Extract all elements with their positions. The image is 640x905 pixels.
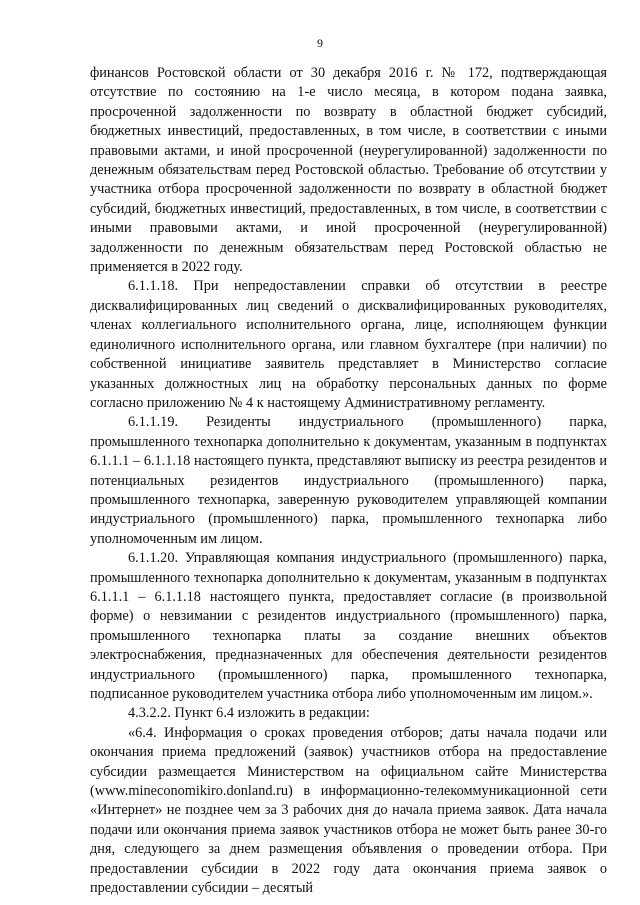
paragraph-4-3-2-2: 4.3.2.2. Пункт 6.4 изложить в редакции:: [128, 705, 370, 722]
paragraph-6-1-1-19: 6.1.1.19. Резиденты индустриального (промышленного) парка, промышленного технопарка дополнительно к документам, указанным в подпунктах 6.1.1.1 – 6.1.1.18 настоящего пункта, представляют выписку из реестра резидентов и потенциальных резидентов индустриального (промышленного) парка, промышленного технопарка, заверенную руководителем управляющей компании индустриального (промышленного) парка, промышленного технопарка либо уполномоченным им лицом.: [90, 414, 607, 547]
paragraph-6-1-1-18: 6.1.1.18. При непредоставлении справки об отсутствии в реестре дисквалифицированных лиц сведений о дисквалифицированных руководителях, членах коллегиального исполнительного органа, лице, исполняющем функции единоличного исполнительного органа, или главном бухгалтере (при наличии) по собственной инициативе заявитель представляет в Министерство согласие указанных должностных лиц на обработку персональных данных по форме согласно приложению № 4 к настоящему Административному регламенту.: [90, 278, 607, 411]
page-number: 9: [317, 36, 323, 50]
paragraph-6-1-1-20: 6.1.1.20. Управляющая компания индустриального (промышленного) парка, промышленного технопарка дополнительно к документам, указанным в подпунктах 6.1.1.1 – 6.1.1.18 настоящего пункта, предоставляет согласие (в произвольной форме) о невзимании с резидентов индустриального (промышленного) парка, промышленного технопарка платы за создание внешних объектов электроснабжения, предназначенных для обеспечения деятельности резидентов индустриального (промышленного) парка, промышленного технопарка, подписанное руководителем участника отбора либо уполномоченным им лицом.».: [90, 550, 607, 702]
document-body: [90, 64, 607, 898]
paragraph-6-4: «6.4. Информация о сроках проведения отборов; даты начала подачи или окончания приема предложений (заявок) участников отбора на предоставление субсидии размещается Министерством на официальном сайте Министерства (www.mineconomikiro.donland.ru) в информационно-телекоммуникационной сети «Интернет» не позднее чем за 3 рабочих дня до начала приема заявок. Дата начала подачи или окончания приема заявок участников отбора не может быть ранее 30-го дня, следующего за днем размещения объявления о проведении отбора. При предоставлении субсидии в 2022 году дата окончания приема заявок о предоставлении субсидии – десятый: [90, 724, 607, 897]
paragraph-continuation: финансов Ростовской области от 30 декабря 2016 г. № 172, подтверждающая отсутствие по состоянию на 1-е число месяца, в котором подана заявка, просроченной задолженности по возврату в областной бюджет субсидий, бюджетных инвестиций, предоставленных, в том числе, в соответствии с иными правовыми актами, и иной просроченной (неурегулированной) задолженности по денежным обязательствам перед Ростовской областью. Требование об отсутствии у участника отбора просроченной задолженности по возврату в областной бюджет субсидий, бюджетных инвестиций, предоставленных, в том числе, в соответствии с иными правовыми актами, и иной просроченной (неурегулированной) задолженности по денежным обязательствам перед Ростовской областью не применяется в 2022 году.: [90, 65, 607, 276]
